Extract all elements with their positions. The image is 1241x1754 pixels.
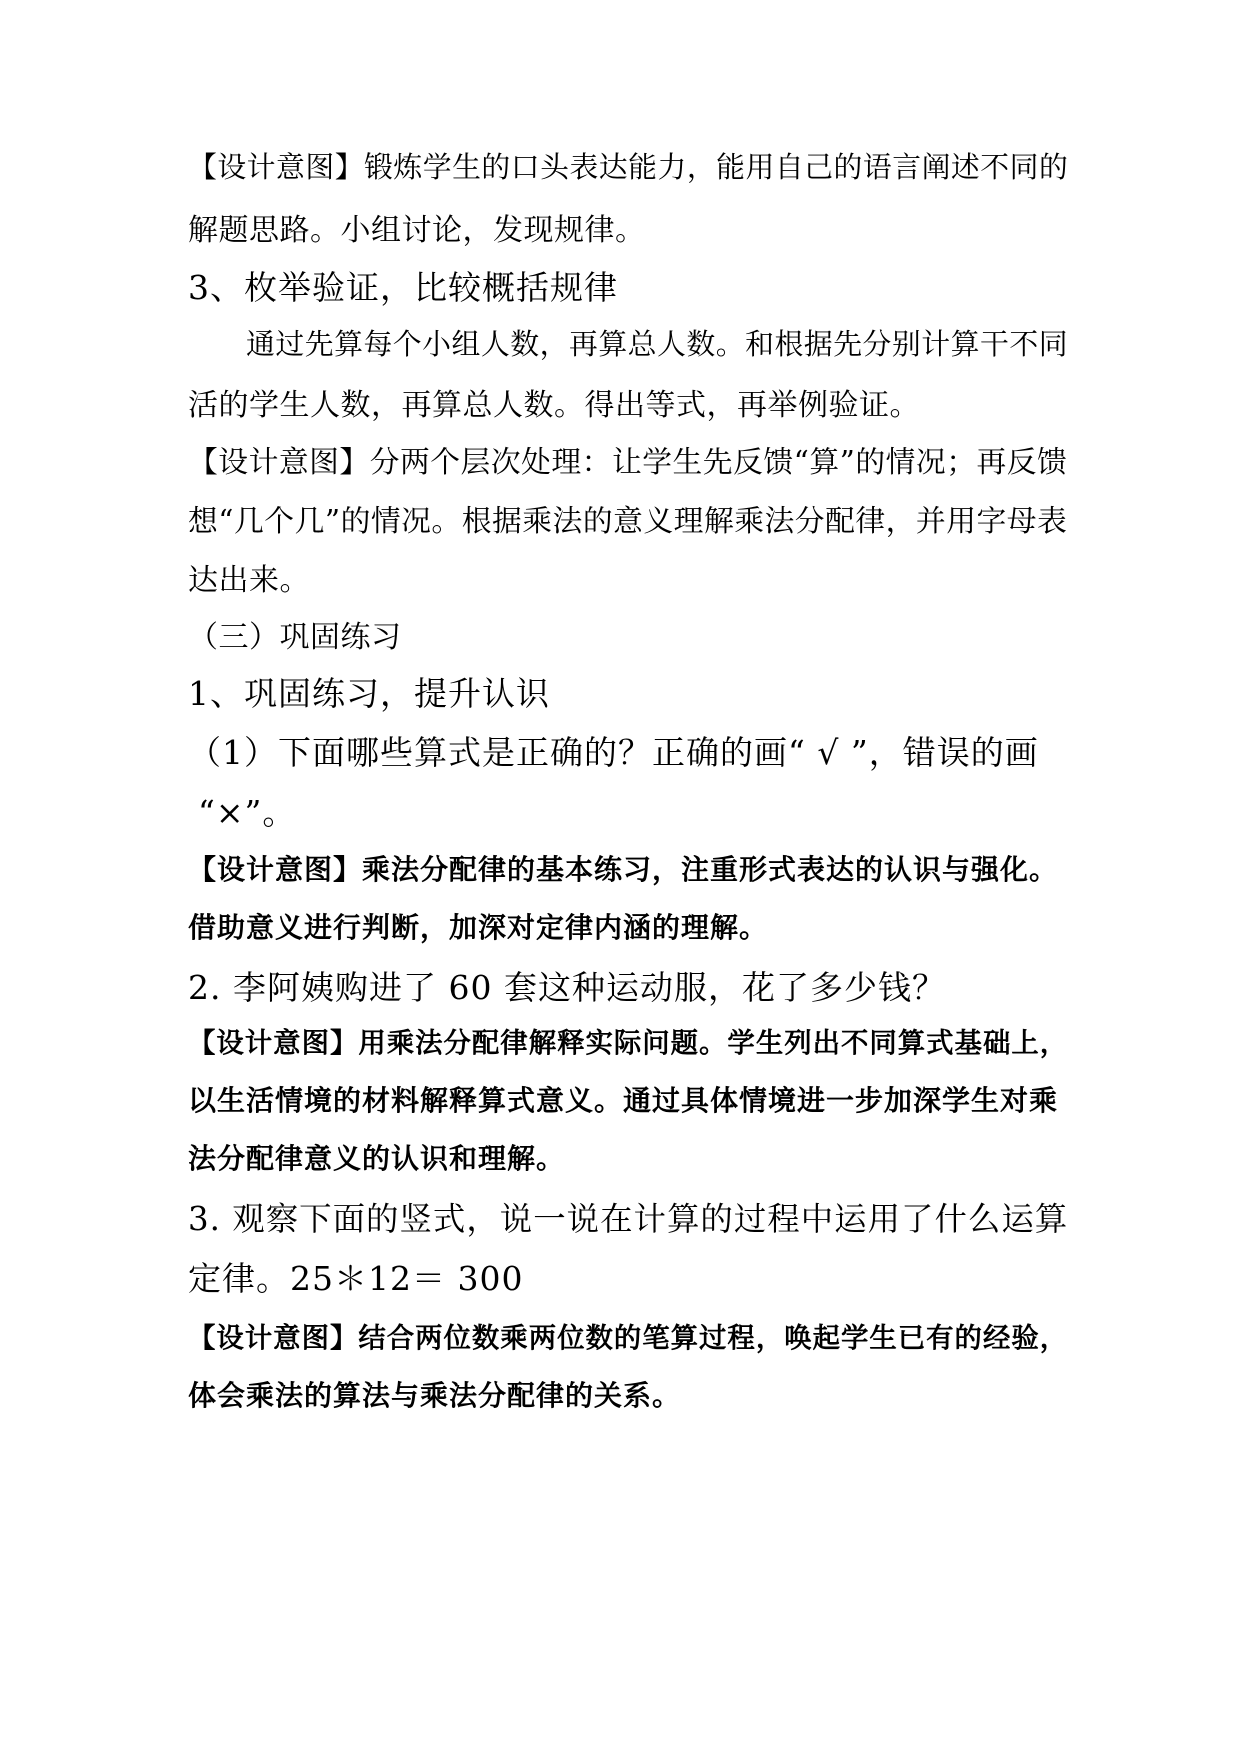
question-text-line: “×”。: [198, 793, 297, 832]
design-intent-line: 达出来。: [188, 563, 310, 598]
question-text-line: 3. 观察下面的竖式，说一说在计算的过程中运用了什么运算: [188, 1200, 1069, 1238]
question-text-line: 2. 李阿姨购进了 60 套这种运动服，花了多少钱？: [188, 968, 946, 1007]
design-intent-line: 【设计意图】乘法分配律的基本练习，注重形式表达的认识与强化。: [188, 853, 1059, 886]
design-intent-line: 以生活情境的材料解释算式意义。通过具体情境进一步加深学生对乘: [188, 1084, 1059, 1117]
document-page: [188, 0, 1068, 1754]
design-intent-line: 【设计意图】用乘法分配律解释实际问题。学生列出不同算式基础上，: [188, 1028, 1069, 1059]
design-intent-line: 体会乘法的算法与乘法分配律的关系。: [188, 1379, 682, 1412]
section-heading: 3、枚举验证，比较概括规律: [188, 268, 618, 307]
question-text-line: 定律。25＊12＝ 300: [188, 1259, 524, 1298]
section-title: （三）巩固练习: [188, 620, 402, 655]
design-intent-line: 【设计意图】结合两位数乘两位数的笔算过程，唤起学生已有的经验，: [188, 1323, 1069, 1354]
design-intent-line: 法分配律意义的认识和理解。: [188, 1142, 566, 1175]
design-intent-line: 【设计意图】分两个层次处理：让学生先反馈“算”的情况；再反馈: [188, 445, 1068, 480]
section-heading: 1、巩固练习，提升认识: [188, 674, 550, 713]
body-text-line: 活的学生人数，再算总人数。得出等式，再举例验证。: [188, 388, 920, 423]
body-text-line: 通过先算每个小组人数，再算总人数。和根据先分别计算干不同: [246, 327, 1069, 361]
design-intent-line: 借助意义进行判断，加深对定律内涵的理解。: [188, 911, 769, 944]
design-intent-line: 【设计意图】锻炼学生的口头表达能力，能用自己的语言阐述不同的: [188, 150, 1069, 184]
question-text-line: （1）下面哪些算式是正确的？正确的画“ √ ”，错误的画: [188, 733, 1039, 772]
design-intent-line: 想“几个几”的情况。根据乘法的意义理解乘法分配律，并用字母表: [188, 504, 1068, 539]
design-intent-line: 解题思路。小组讨论，发现规律。: [188, 213, 646, 248]
